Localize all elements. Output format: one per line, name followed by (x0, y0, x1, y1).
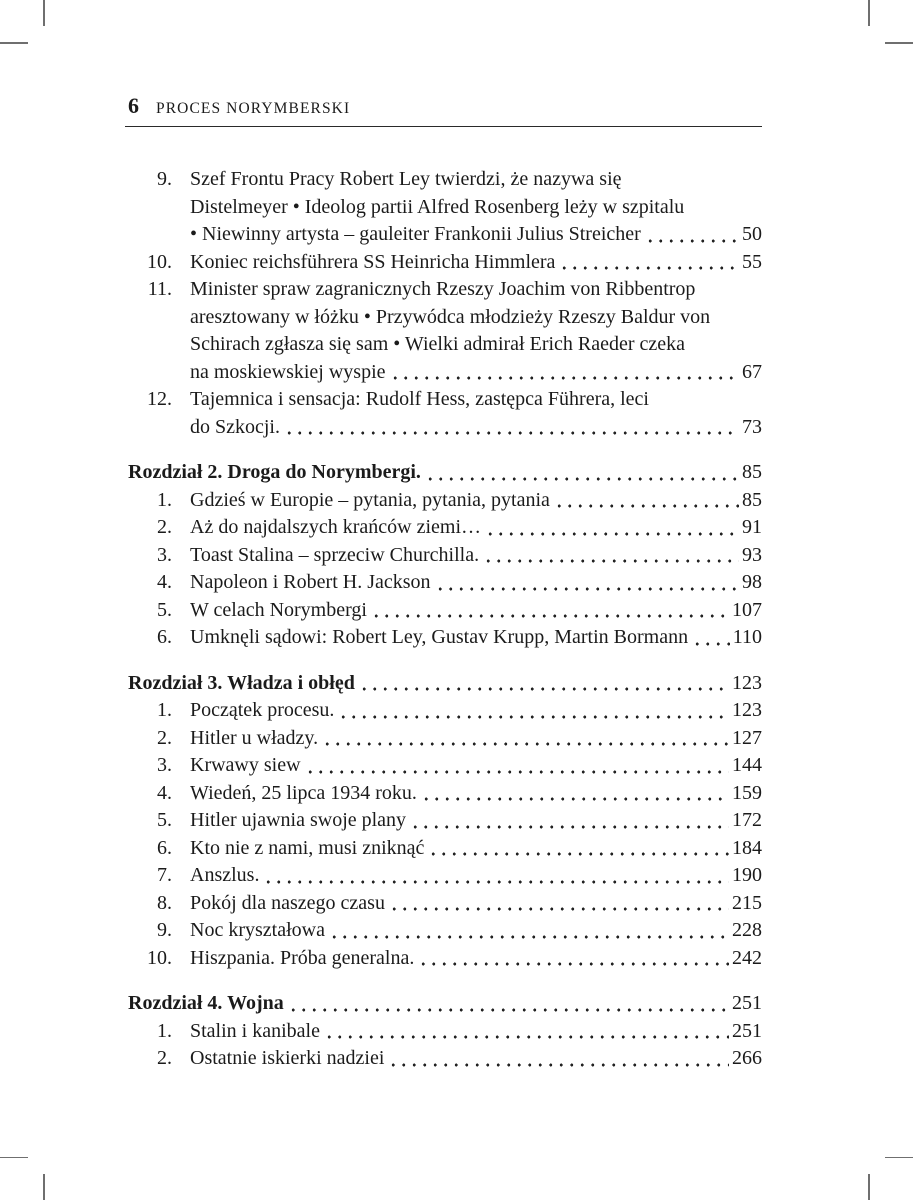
item-page-ref: 215 (732, 891, 762, 914)
item-line: na moskiewskiej wyspie (190, 360, 386, 383)
item-line: Distelmeyer • Ideolog partii Alfred Rosenberg leży w szpitalu (190, 195, 685, 218)
item-line: W celach Norymbergi (190, 598, 367, 621)
chapter-label: Rozdział 4. Wojna (128, 992, 284, 1014)
dot-leader-icon (359, 687, 729, 691)
item-line: Toast Stalina – sprzeciw Churchilla. (190, 543, 480, 566)
item-last-line (190, 414, 762, 442)
item-number: 2. (157, 1047, 172, 1069)
dot-leader-icon (390, 376, 739, 380)
item-page-ref: 110 (732, 626, 762, 648)
item-body (190, 276, 762, 386)
item-page-ref: 159 (732, 781, 762, 804)
item-number: 8. (157, 891, 172, 914)
item-page-ref: 172 (732, 809, 762, 831)
item-body (190, 1018, 762, 1046)
item-line: Pokój dla naszego czasu (190, 891, 385, 914)
toc-item (128, 697, 762, 725)
item-number: 6. (157, 626, 172, 648)
chapter-page-ref: 85 (742, 461, 762, 483)
item-line: Schirach zgłasza się sam • Wielki admirał Erich Raeder czeka (190, 333, 686, 355)
item-number: 3. (157, 543, 172, 566)
item-body (190, 945, 762, 973)
item-page-ref: 91 (742, 516, 762, 538)
dot-leader-icon (645, 239, 739, 243)
toc-item (128, 542, 762, 570)
toc-item (128, 945, 762, 973)
dot-leader-icon (284, 431, 739, 435)
item-body (190, 1045, 762, 1073)
toc-item (128, 917, 762, 945)
dot-leader-icon (435, 587, 739, 591)
item-body (190, 752, 762, 780)
crop-mark-bottom-left-horizontal (0, 1157, 28, 1159)
item-line: aresztowany w łóżku • Przywódca młodzieży Rzeszy Baldur von (190, 305, 711, 328)
dot-leader-icon (485, 532, 739, 536)
chapter-page-ref: 123 (732, 671, 762, 694)
toc-item (128, 1018, 762, 1046)
item-line: do Szkocji. (190, 415, 280, 438)
item-line: Szef Frontu Pracy Robert Ley twierdzi, że nazywa się (190, 168, 622, 190)
item-page-ref: 123 (732, 699, 762, 721)
item-page-ref: 93 (742, 543, 762, 566)
item-last-line (190, 597, 762, 625)
dot-leader-icon (288, 1008, 729, 1012)
item-page-ref: 242 (732, 946, 762, 969)
toc-item (128, 624, 762, 652)
item-body (190, 597, 762, 625)
item-page-ref: 184 (732, 836, 762, 859)
toc-item (128, 166, 762, 249)
crop-mark-top-left-horizontal (0, 42, 28, 44)
toc-item (128, 386, 762, 441)
item-last-line (190, 359, 762, 387)
item-number: 10. (147, 250, 172, 273)
item-number: 9. (157, 168, 172, 190)
toc-item (128, 862, 762, 890)
item-line: Ostatnie iskierki nadziei (190, 1047, 385, 1069)
toc-item (128, 569, 762, 597)
toc-item (128, 752, 762, 780)
toc-item (128, 807, 762, 835)
item-number: 2. (157, 726, 172, 749)
item-last-line (190, 725, 762, 753)
item-last-line (190, 862, 762, 890)
item-body (190, 542, 762, 570)
item-number: 5. (157, 598, 172, 621)
item-last-line (190, 569, 762, 597)
item-body (190, 514, 762, 542)
dot-leader-icon (263, 880, 729, 884)
item-line: Umknęli sądowi: Robert Ley, Gustav Krupp, Martin Bormann (190, 626, 689, 648)
toc-section (128, 990, 762, 1073)
item-body (190, 166, 762, 249)
item-line: Hitler ujawnia swoje plany (190, 809, 407, 831)
item-number: 2. (157, 516, 172, 538)
item-last-line (190, 249, 762, 277)
dot-leader-icon (322, 742, 729, 746)
item-line: Hiszpania. Próba generalna. (190, 946, 415, 969)
item-last-line (190, 221, 762, 249)
item-line: Gdzieś w Europie – pytania, pytania, pytania (190, 488, 550, 511)
toc-section (128, 166, 762, 441)
item-body (190, 835, 762, 863)
item-page-ref: 98 (742, 571, 762, 593)
dot-leader-icon (389, 907, 729, 911)
chapter-heading-row (128, 990, 762, 1018)
item-last-line (190, 945, 762, 973)
item-number: 10. (147, 946, 172, 969)
toc-item (128, 487, 762, 515)
page-content (128, 93, 762, 1073)
toc-section (128, 459, 762, 652)
item-number: 11. (147, 278, 172, 300)
toc-item (128, 597, 762, 625)
item-number: 4. (157, 571, 172, 593)
item-number: 1. (157, 699, 172, 721)
item-body (190, 249, 762, 277)
item-last-line (190, 752, 762, 780)
item-number: 4. (157, 781, 172, 804)
toc-item (128, 835, 762, 863)
item-page-ref: 251 (732, 1019, 762, 1042)
item-line: Napoleon i Robert H. Jackson (190, 571, 431, 593)
running-head: PROCES NORYMBERSKI (156, 100, 351, 117)
item-line: Kto nie z nami, musi zniknąć (190, 836, 425, 859)
item-number: 5. (157, 809, 172, 831)
page-header (128, 93, 762, 119)
dot-leader-icon (425, 477, 739, 481)
item-last-line (190, 624, 762, 652)
toc-item (128, 276, 762, 386)
chapter-heading-row (128, 459, 762, 487)
header-rule (125, 126, 762, 127)
dot-leader-icon (421, 797, 729, 801)
item-page-ref: 73 (742, 415, 762, 438)
item-number: 9. (157, 919, 172, 941)
toc-item (128, 890, 762, 918)
page-number: 6 (128, 93, 139, 118)
crop-mark-top-right-horizontal (885, 42, 913, 44)
item-number: 6. (157, 836, 172, 859)
item-body (190, 569, 762, 597)
item-page-ref: 107 (732, 598, 762, 621)
dot-leader-icon (371, 614, 729, 618)
dot-leader-icon (338, 715, 729, 719)
item-page-ref: 266 (732, 1047, 762, 1069)
item-body (190, 780, 762, 808)
item-line: Minister spraw zagranicznych Rzeszy Joachim von Ribbentrop (190, 278, 696, 300)
chapter-label: Rozdział 2. Droga do Norymbergi. (128, 461, 421, 483)
item-page-ref: 228 (732, 919, 762, 941)
item-body (190, 862, 762, 890)
crop-mark-bottom-left-vertical (43, 1174, 45, 1200)
item-line: Hitler u władzy. (190, 726, 319, 749)
item-body (190, 807, 762, 835)
dot-leader-icon (554, 504, 739, 508)
chapter-heading-row (128, 670, 762, 698)
toc-item (128, 725, 762, 753)
item-last-line (190, 1018, 762, 1046)
item-body (190, 917, 762, 945)
toc-item (128, 514, 762, 542)
item-line: Krwawy siew (190, 754, 301, 776)
item-body (190, 487, 762, 515)
item-line: Koniec reichsführera SS Heinricha Himmlera (190, 250, 556, 273)
crop-mark-bottom-right-horizontal (885, 1157, 913, 1159)
table-of-contents (128, 166, 762, 1073)
chapter-page-ref: 251 (732, 992, 762, 1014)
item-page-ref: 67 (742, 360, 762, 383)
item-last-line (190, 697, 762, 725)
item-last-line (190, 542, 762, 570)
chapter-label: Rozdział 3. Władza i obłęd (128, 671, 355, 694)
item-number: 1. (157, 488, 172, 511)
dot-leader-icon (305, 770, 729, 774)
toc-item (128, 249, 762, 277)
dot-leader-icon (483, 559, 739, 563)
item-number: 7. (157, 864, 172, 886)
item-body (190, 386, 762, 441)
toc-item (128, 1045, 762, 1073)
item-body (190, 890, 762, 918)
item-last-line (190, 807, 762, 835)
item-number: 12. (147, 388, 172, 410)
toc-item (128, 780, 762, 808)
toc-section (128, 670, 762, 973)
item-last-line (190, 890, 762, 918)
item-body (190, 725, 762, 753)
dot-leader-icon (410, 825, 729, 829)
dot-leader-icon (428, 852, 729, 856)
item-line: Stalin i kanibale (190, 1019, 320, 1042)
dot-leader-icon (388, 1063, 729, 1067)
dot-leader-icon (329, 935, 729, 939)
item-last-line (190, 835, 762, 863)
crop-mark-top-right-vertical (868, 0, 870, 26)
item-page-ref: 55 (742, 250, 762, 273)
item-last-line (190, 1045, 762, 1073)
item-line: Anszlus. (190, 864, 260, 886)
crop-mark-top-left-vertical (43, 0, 45, 26)
item-line: • Niewinny artysta – gauleiter Frankonii Julius Streicher (190, 223, 641, 245)
item-line: Początek procesu. (190, 699, 335, 721)
item-last-line (190, 514, 762, 542)
item-page-ref: 127 (732, 726, 762, 749)
item-line: Noc kryształowa (190, 919, 325, 941)
item-last-line (190, 780, 762, 808)
item-page-ref: 85 (742, 488, 762, 511)
item-page-ref: 50 (742, 223, 762, 245)
item-line: Aż do najdalszych krańców ziemi… (190, 516, 482, 538)
item-page-ref: 144 (732, 754, 762, 776)
item-body (190, 624, 762, 652)
dot-leader-icon (418, 962, 729, 966)
item-number: 3. (157, 754, 172, 776)
item-last-line (190, 487, 762, 515)
item-line: Tajemnica i sensacja: Rudolf Hess, zastępca Führera, leci (190, 388, 649, 410)
dot-leader-icon (692, 642, 730, 646)
dot-leader-icon (559, 266, 739, 270)
item-body (190, 697, 762, 725)
dot-leader-icon (324, 1035, 729, 1039)
item-number: 1. (157, 1019, 172, 1042)
item-line: Wiedeń, 25 lipca 1934 roku. (190, 781, 417, 804)
item-page-ref: 190 (732, 864, 762, 886)
item-last-line (190, 917, 762, 945)
crop-mark-bottom-right-vertical (868, 1174, 870, 1200)
